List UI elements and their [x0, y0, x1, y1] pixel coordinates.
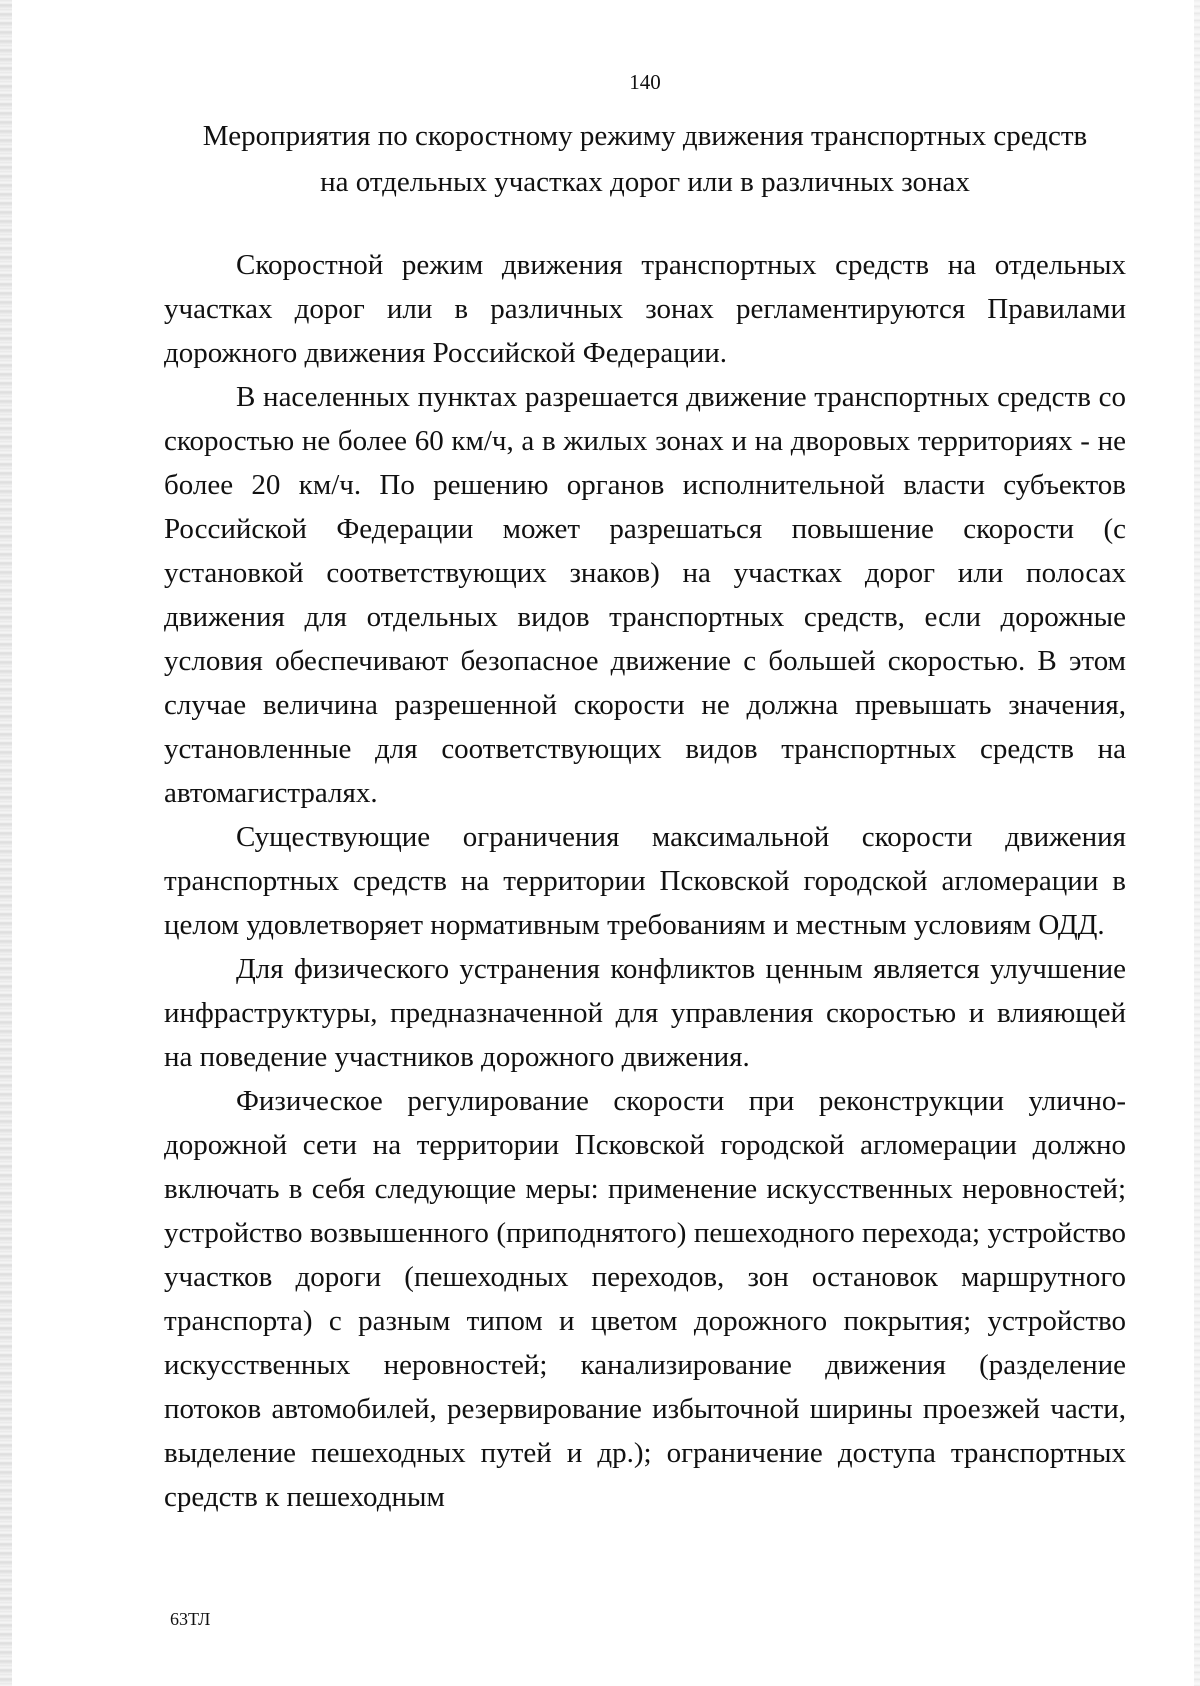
section-title — [150, 113, 1140, 205]
paragraph-4: Для физического устранения конфликтов ценным является улучшение инфраструктуры, предназначенной для управления скоростью и влияющей на поведение участников дорожного движения. — [164, 953, 1126, 1073]
body-text — [164, 243, 1126, 1519]
section-title-line-1: Мероприятия по скоростному режиму движения транспортных средств — [202, 120, 1088, 152]
paragraph-2: В населенных пунктах разрешается движение транспортных средств со скоростью не более 60 км/ч, а в жилых зонах и на дворовых территориях - не более 20 км/ч. По решению органов исполнительной власти субъектов Российской Федерации может разрешаться повышение скорости (с установкой соответствующих знаков) на участках дорог или полосах движения для отдельных видов транспортных средств, если дорожные условия обеспечивают безопасное движение с большей скоростью. В этом случае величина разрешенной скорости не должна превышать значения, установленные для соответствующих видов транспортных средств на автомагистралях. — [164, 381, 1126, 809]
page-number: 140 — [629, 70, 661, 94]
paragraph-1: Скоростной режим движения транспортных средств на отдельных участках дорог или в различных зонах регламентируются Правилами дорожного движения Российской Федерации. — [164, 249, 1126, 369]
footer-document-code: 63ТЛ — [170, 1609, 211, 1629]
scan-edge-right — [1194, 0, 1200, 1686]
scan-edge-left — [0, 0, 12, 1686]
paragraph-3: Существующие ограничения максимальной скорости движения транспортных средств на территории Псковской городской агломерации в целом удовлетворяет нормативным требованиям и местным условиям ОДД. — [164, 821, 1126, 941]
paragraph-5: Физическое регулирование скорости при реконструкции улично-дорожной сети на территории Псковской городской агломерации должно включать в себя следующие меры: применение искусственных неровностей; устройство возвышенного (приподнятого) пешеходного перехода; устройство участков дороги (пешеходных переходов, зон остановок маршрутного транспорта) с разным типом и цветом дорожного покрытия; устройство искусственных неровностей; канализирование движения (разделение потоков автомобилей, резервирование избыточной ширины проезжей части, выделение пешеходных путей и др.); ограничение доступа транспортных средств к пешеходным — [164, 1085, 1126, 1513]
section-title-line-2: на отдельных участках дорог или в различных зонах — [320, 166, 970, 198]
